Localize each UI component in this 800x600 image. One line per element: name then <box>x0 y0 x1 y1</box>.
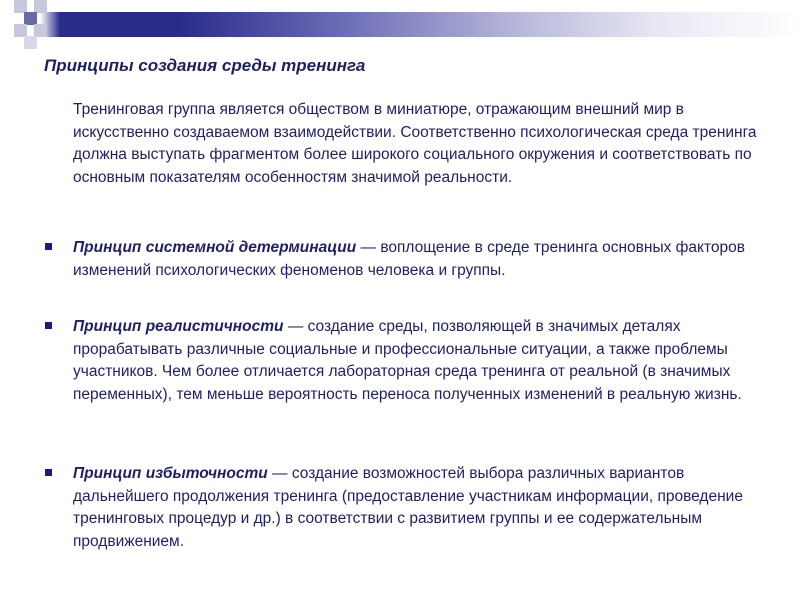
bullet-description: — создание возможностей выбора различных вариантов дальнейшего продолжения тренинга (предоставление участникам информации, проведение тренинговых процедур и др.) в соответствии с развитием группы и ее содержательным продвижением. <box>73 465 743 550</box>
bullet-item <box>45 237 765 282</box>
square-bullet-icon <box>45 243 52 250</box>
square-bullet-icon <box>45 469 52 476</box>
intro-paragraph: Тренинговая группа является обществом в миниатюре, отражающим внешний мир в искусственно создаваемом взаимодействии. Соответственно психологическая среда тренинга должна выступать фрагментом более широкого социального окружения и соответствовать по основным показателям особенностям значимой реальности. <box>73 101 757 186</box>
bullet-description: — создание среды, позволяющей в значимых деталях прорабатывать различные социальные и профессиональные ситуации, а также проблемы участников. Чем более отличается лабораторная среда тренинга от реальной (в значимых переменных), тем меньше вероятность переноса полученных изменений в реальную жизнь. <box>73 318 742 403</box>
decorative-square <box>24 36 37 49</box>
bullet-text <box>73 237 765 282</box>
bullet-item <box>45 463 765 553</box>
bullet-term: Принцип системной детерминации <box>73 239 357 256</box>
square-bullet-icon <box>45 322 52 329</box>
bullet-text <box>73 316 765 406</box>
bullet-description: — воплощение в среде тренинга основных факторов изменений психологических феноменов человека и группы. <box>73 239 745 279</box>
bullet-term: Принцип избыточности <box>73 465 268 482</box>
slide-title: Принципы создания среды тренинга <box>44 56 366 75</box>
decorative-header-bar <box>0 12 800 37</box>
bullet-item <box>45 316 765 406</box>
bullet-text <box>73 463 765 553</box>
bullet-term: Принцип реалистичности <box>73 318 284 335</box>
